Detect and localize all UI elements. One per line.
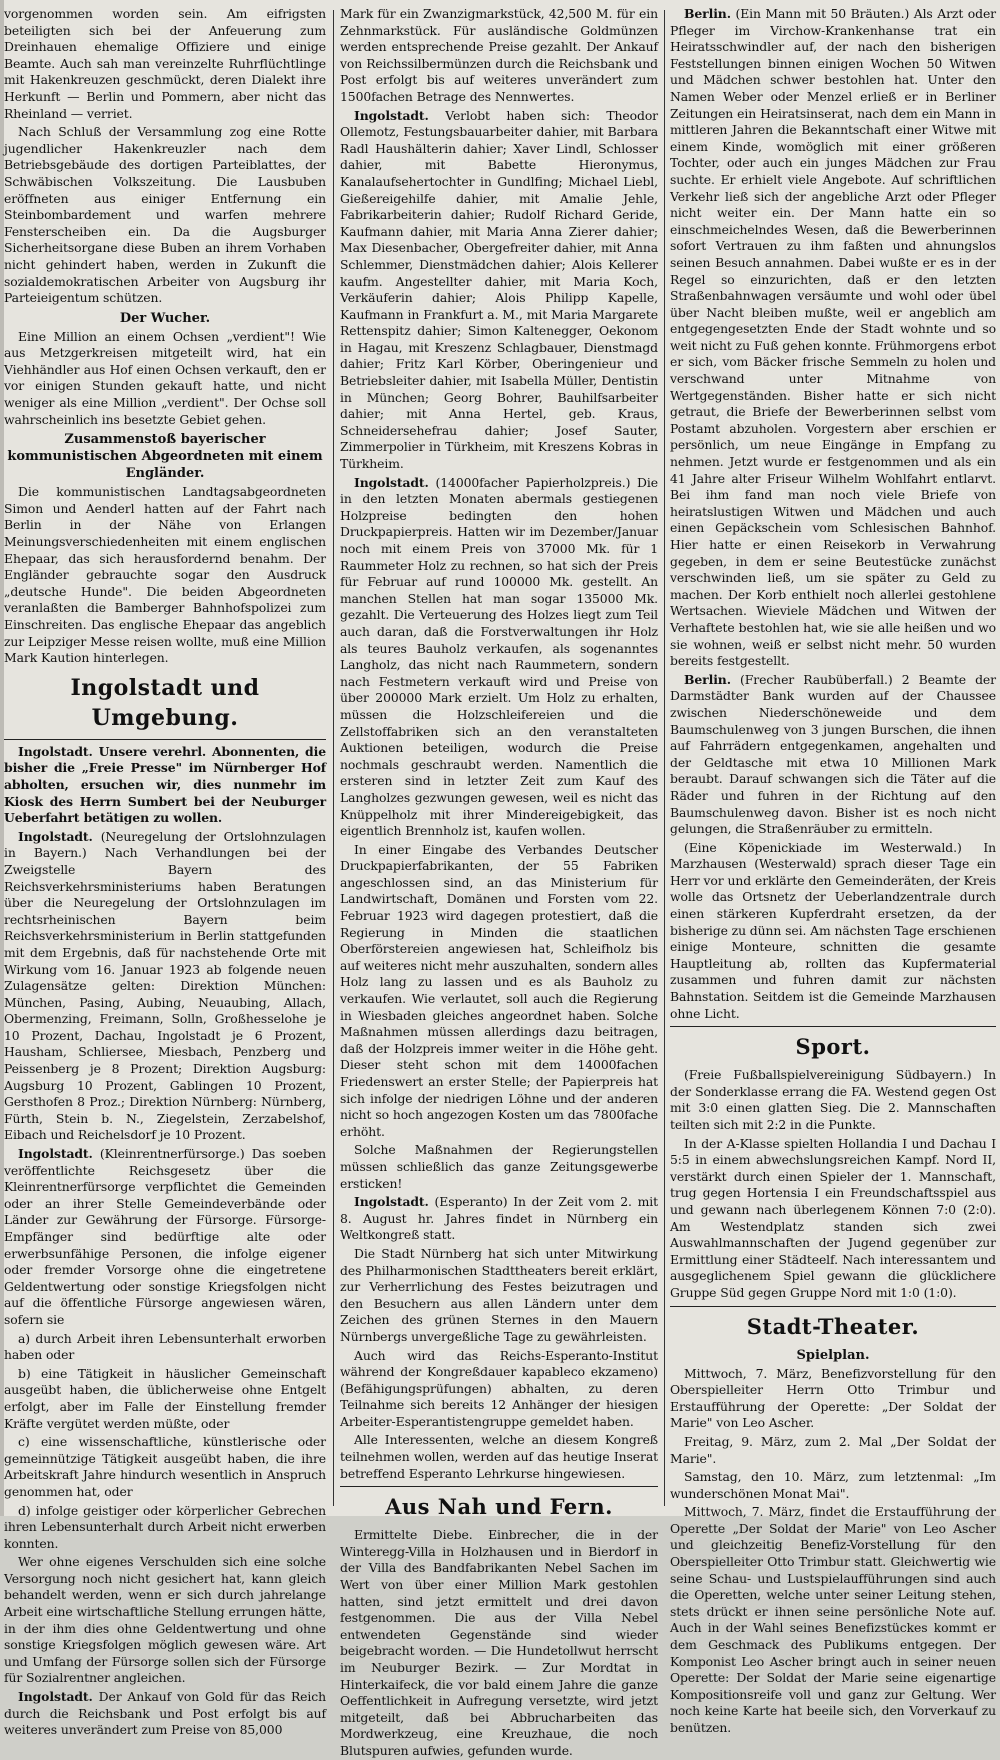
column-middle [340, 6, 658, 1758]
dateline: Berlin. [684, 6, 731, 21]
section-divider [340, 1486, 658, 1487]
section-divider [670, 1026, 996, 1027]
dateline: Ingolstadt. [354, 474, 429, 490]
article-paragraph: Mittwoch, 7. März, findet die Erstaufführung der Operette „Der Soldat der Marie" von Leo Ascher und gleichzeitig Benefiz-Vorstellung für den Oberspielleiter Otto Trimbur statt. Gleichwertig wie seine Schau- und Lustspielaufführungen sind auch die Operetten, welche unter seiner Leitung stehen, stets drückt er ihnen seine persönliche Note auf. Auch in der Wahl seines Benefizstückes kommt er dem Geschmack des Publikums entgegen. Der Komponist Leo Ascher bringt auch in seiner neuen Operette: Der Soldat der Marie seine eigenartige Kompositionsreife voll und ganz zur Geltung. Wer noch keine Karte hat beeile sich, den Vorverkauf zu benützen. [670, 1504, 996, 1735]
article-paragraph: In der A-Klasse spielten Hollandia I und Dachau I 5:5 in einem abwechslungsreichen Kampf. Nord II, verstärkt durch einen Spieler der 1. Mannschaft, trug gegen Hortensia I ein Freundschaftsspiel aus und gewann nach überlegenem Können 7:0 (2:0). Am Westendplatz standen sich zwei Auswahlmannschaften der Jugend gegenüber zur Ermittlung einer Städteelf. Nach interessantem und ausgeglichenem Spiel gewann die glücklichere Gruppe Süd gegen Gruppe Nord mit 1:0 (1:0). [670, 1135, 996, 1300]
article-paragraph: Freitag, 9. März, zum 2. Mal „Der Soldat der Marie". [670, 1433, 996, 1466]
dateline: Ingolstadt. [354, 107, 429, 123]
article-paragraph: Ingolstadt. (Esperanto) In der Zeit vom 2. mit 8. August hr. Jahres findet in Nürnberg ein Weltkongreß statt. [340, 1194, 658, 1243]
article-paragraph: Ingolstadt. (14000facher Papierholzpreis.) Die in den letzten Monaten abermals gestiegenen Holzpreise bedingten den hohen Druckpapierpreis. Hatten wir im Dezember/Januar noch mit einem Preis von 37000 Mk. für 1 Raummeter Holz zu rechnen, so hat sich der Preis für Februar auf rund 100000 Mk. gestellt. An manchen Stellen hat man sogar 135000 Mk. gezahlt. Die Verteuerung des Holzes liegt zum Teil auch daran, daß die Forstverwaltungen ihr Holz als teures Bauholz verkaufen, als sogenanntes Langholz, das nicht nach Raummetern, sondern nach Festmetern verkauft wird und Preise von über 200000 Mark erzielt. Um Holz zu erhalten, müssen die Holzschleifereien und die Zellstoffabriken sich an den veranstalteten Auktionen beteiligen, wodurch die Preise nochmals geschraubt werden. Namentlich die ersteren sind in letzter Zeit zum Kauf des Langholzes gezwungen gewesen, weil es nicht das Knüppelholz mit ihrer Mindereigebigkeit, das eigentlich Brennholz ist, kaufen wollen. [340, 474, 658, 839]
dateline: Ingolstadt. [354, 1194, 429, 1210]
article-paragraph: Ingolstadt. (Neuregelung der Ortslohnzulagen in Bayern.) Nach Verhandlungen bei der Zweigstelle Bayern des Reichsverkehrsministeriums haben Beratungen über die Neuregelung der Ortslohnzulagen im rechtsrheinischen Bayern beim Reichsverkehrsministerium in Berlin stattgefunden mit dem Ergebnis, daß für nachstehende Orte mit Wirkung vom 16. Januar 1923 ab folgende neuen Zulagensätze gelten: Direktion München: München, Pasing, Aubing, Neuaubing, Allach, Obermenzing, Freimann, Solln, Großhesselohe je 10 Prozent, Dachau, Ingolstadt je 6 Prozent, Hausham, Schliersee, Miesbach, Penzberg und Peissenberg je 8 Prozent; Direktion Augsburg: Augsburg 10 Prozent, Gablingen 10 Prozent, Gersthofen 8 Proz.; Direktion Nürnberg: Nürnberg, Fürth, Stein b. N., Ziegelstein, Zerzabelshof, Eibach und Reichelsdorf je 10 Prozent. [4, 828, 326, 1143]
article-paragraph: Alle Interessenten, welche an diesem Kongreß teilnehmen wollen, werden auf das heutige Inserat betreffend Esperanto Lehrkurse hingewiesen. [340, 1432, 658, 1481]
article-paragraph: Ingolstadt. Der Ankauf von Gold für das Reich durch die Reichsbank und Post erfolgt bis auf weiteres unverändert zum Preise von 85,000 [4, 1689, 326, 1738]
article-paragraph: Ermittelte Diebe. Einbrecher, die in der Winteregg-Villa in Holzhausen und in Bierdorf in der Villa des Bandfabrikanten Nebel Sachen im Wert von über einer Million Mark gestohlen hatten, sind jetzt ermittelt und drei davon festgenommen. Die aus der Villa Nebel entwendeten Gegenstände sind wieder beigebracht worden. — Die Hundetollwut herrscht im Neuburger Bezirk. — Zur Mordtat in Hinterkaifeck, die vor bald einem Jahre die ganze Oeffentlichkeit in Aufregung versetzte, wird jetzt mitgeteilt, daß bei Abbrucharbeiten das Mordwerkzeug, eine Kreuzhaue, die noch Blutspuren aufwies, gefunden wurde. [340, 1527, 658, 1758]
article-paragraph: Auch wird das Reichs-Esperanto-Institut während der Kongreßdauer kapableco ekzameno) (Befähigungsprüfungen) abhalten, zu deren Teilnahme sich bereits 12 Anhänger der hiesigen Arbeiter-Esperantistengruppe gemeldet haben. [340, 1347, 658, 1429]
article-paragraph: (Freie Fußballspielvereinigung Südbayern.) In der Sonderklasse errang die FA. Westend gegen Ost mit 3:0 einen glatten Sieg. Die 2. Mannschaften teilten sich mit 2:2 in die Punkte. [670, 1067, 996, 1132]
article-paragraph: Ingolstadt. Verlobt haben sich: Theodor Ollemotz, Festungsbauarbeiter dahier, mit Barbara Radl Haushälterin dahier; Xaver Lindl, Schlosser dahier, mit Babette Hieronymus, Kanalaufsehertochter in Gundlfing; Michael Liebl, Gießereigehilfe dahier, mit Amalie Jehle, Fabrikarbeiterin dahier; Rudolf Richard Geride, Kaufmann dahier, mit Maria Anna Zierer dahier; Max Diesenbacher, Obergefreiter dahier, mit Anna Schlemmer, Dienstmädchen dahier; Alois Kellerer kaufm. Angestellter dahier, mit Maria Koch, Verkäuferin dahier; Alois Philipp Kapelle, Kaufmann in Frankfurt a. M., mit Maria Margarete Rettenspitz dahier; Simon Kaltenegger, Oekonom in Hagau, mit Kreszenz Schlagbauer, Dienstmagd dahier; Fritz Karl Körber, Oberingenieur und Betriebsleiter dahier, mit Isabella Müller, Dentistin in München; Georg Bohrer, Bauhilfsarbeiter dahier; mit Anna Hertel, geb. Kraus, Schneidersehefrau dahier; Josef Sauter, Zimmerpolier in Türkheim, mit Kreszens Kobras in Türkheim. [340, 107, 658, 472]
article-paragraph: Die kommunistischen Landtagsabgeordneten Simon und Aenderl hatten auf der Fahrt nach Berlin in der Nähe von Erlangen Meinungsverschiedenheiten mit einem englischen Ehepaar, das sich herausfordernd benahm. Der Engländer gebrauchte sogar den Ausdruck „deutsche Hunde". Die beiden Abgeordneten veranlaßten die Bamberger Bahnhofspolizei zum Einschreiten. Das englische Ehepaar das angeblich zur Leipziger Messe reisen wollte, muß eine Million Mark Kaution hinterlegen. [4, 484, 326, 666]
section-heading-aus-nah-und-fern: Aus Nah und Fern. [385, 1494, 613, 1520]
list-item: d) infolge geistiger oder körperlicher Gebrechen ihren Lebensunterhalt durch Arbeit nicht erwerben konnten. [4, 1502, 326, 1551]
article-paragraph: Die Stadt Nürnberg hat sich unter Mitwirkung des Philharmonischen Stadttheaters bereit erklärt, zur Verherrlichung des Festes beizutragen und den Besuchern aus allen Ländern unter dem Zeichen des grünen Sternes in den Mauern Nürnbergs unvergeßliche Tage zu gewährleisten. [340, 1245, 658, 1344]
article-paragraph: Eine Million an einem Ochsen „verdient"! Wie aus Metzgerkreisen mitgeteilt wird, hat ein Viehhändler aus Hof einen Ochsen verkauft, den er vor einigen Stunden gekauft hatte, und nicht weniger als eine Million „verdient". Der Ochse soll wahrscheinlich ins besetzte Gebiet gehen. [4, 328, 326, 427]
column-rule [333, 10, 334, 1506]
article-paragraph: Berlin. (Frecher Raubüberfall.) 2 Beamte der Darmstädter Bank wurden auf der Chaussee zwischen Niederschöneweide und dem Baumschulenweg von 3 jungen Burschen, die ihnen auf Fahrrädern entgegenkamen, angehalten und der Geldtasche mit etwa 10 Millionen Mark beraubt. Darauf schwangen sich die Täter auf die Räder und fuhren in der Richtung auf den Baumschulenweg davon. Bisher ist es noch nicht gelungen, die Straßenräuber zu ermitteln. [670, 671, 996, 837]
column-left [4, 6, 326, 1738]
list-item: b) eine Tätigkeit in häuslicher Gemeinschaft ausgeübt haben, die üblicherweise ohne Entgelt erfolgt, aber im Falle der Einstellung fremder Kräfte vergütet werden müßte, oder [4, 1365, 326, 1431]
dateline: Ingolstadt. [18, 828, 93, 844]
article-paragraph: Nach Schluß der Versammlung zog eine Rotte jugendlicher Hakenkreuzler nach dem Betriebsgebäude des dortigen Parteiblattes, der Schwäbischen Volkszeitung. Die Lausbuben eröffneten aus einiger Entfernung ein Steinbombardement und warfen mehrere Fensterscheiben ein. Da die Augsburger Sicherheitsorgane diese Buben an ihrem Vorhaben nicht gehindert haben, werden in Zukunft die sozialdemokratischen Arbeiter von Augsburg ihr Parteieigentum schützen. [4, 124, 326, 306]
article-paragraph: vorgenommen worden sein. Am eifrigsten beteiligten sich bei der Anfeuerung zum Dreinhauen ehemalige Offiziere und einige Beamte. Auch sah man vereinzelte Ruhrflüchtlinge mit Hakenkreuzen geschmückt, deren Dialekt ihre Herkunft — Berlin und Pommern, aber nicht das Rheinland — verriet. [4, 6, 326, 121]
column-right [670, 6, 996, 1735]
section-heading-ingolstadt: Ingolstadt und Umgebung. [70, 674, 260, 731]
section-heading-sport: Sport. [795, 1034, 871, 1060]
article-paragraph: Ingolstadt. Unsere verehrl. Abonnenten, die bisher die „Freie Presse" im Nürnberger Hof abholten, ersuchen wir, dies nunmehr im Kiosk des Herrn Sumbert bei der Neuburger Ueberfahrt betätigen zu wollen. [4, 743, 326, 826]
article-paragraph: In einer Eingabe des Verbandes Deutscher Druckpapierfabrikanten, der 55 Fabriken angeschlossen sind, an das Ministerium für Landwirtschaft, Domänen und Forsten vom 22. Februar 1923 wird dagegen protestiert, daß die Regierung in Minden die staatlichen Oberförstereien angewiesen hat, Schleifholz bis auf weiteres nicht mehr auszuhalten, sondern alles Holz lang zu lassen und es als Bauholz zu verkaufen. Wie verlautet, soll auch die Regierung in Wiesbaden gleiches angeordnet haben. Solche Maßnahmen müssen allerdings dazu beitragen, daß der Holzpreis immer weiter in die Höhe geht. Dieser steht schon mit dem 14000fachen Friedenswert an erster Stelle; der Papierpreis hat sich infolge der niedrigen Löhne und der anderen nicht so hoch angezogen Kosten um das 7800fache erhöht. [340, 841, 658, 1139]
article-paragraph: Samstag, den 10. März, zum letztenmal: „Im wunderschönen Monat Mai". [670, 1469, 996, 1501]
list-item: c) eine wissenschaftliche, künstlerische oder gemeinnützige Tätigkeit ausgeübt haben, die ihre Arbeitskraft Jahre hindurch wesentlich in Anspruch genommen hat, oder [4, 1434, 326, 1499]
dateline: Ingolstadt. [18, 1689, 93, 1705]
dateline: Berlin. [684, 671, 731, 687]
article-paragraph: Berlin. (Ein Mann mit 50 Bräuten.) Als Arzt oder Pfleger im Virchow-Krankenhanse trat ein Heiratsschwindler auf, der nach den bisherigen Feststellungen binnen einigen Wochen 50 Witwen und Mädchen schwer bestohlen hat. Unter den Namen Weber oder Menzel erließ er in Berliner Zeitungen ein Heiratsinserat, nach dem ein Mann in mittleren Jahren die Bekanntschaft einer Witwe mit einem Kinde, womöglich mit einer größeren Tochter, oder auch ein junges Mädchen zur Frau suchte. Er erhielt viele Angebote. Auf schriftlichen Verkehr ließ sich der angebliche Arzt oder Pfleger nicht weiter ein. Der Mann hatte ein so einschmeichelndes Wesen, daß die Bewerberinnen sofort Vertrauen zu ihm faßten und ahnungslos seinen Besuch annahmen. Dabei wußte er es in der Regel so einzurichten, daß er den letzten Straßenbahnwagen versäumte und wohl oder übel über Nacht bleiben mußte, weil er angeblich am entgegengesetzten Ende der Stadt wohnte und so weit nicht zu Fuß gehen konnte. Frühmorgens erbot er sich, vom Bäcker frische Semmeln zu holen und verschwand unter Mitnahme von Wertgegenständen. Bisher hatte er sich nicht getraut, die Briefe der Bewerberinnen selbst vom Postamt abzuholen. Vorgestern aber erschien er persönlich, um neue Eingänge in Empfang zu nehmen. Jetzt wurde er festgenommen und als ein 41 Jahre alter Friseur Wilhelm Wohlfahrt entlarvt. Bei ihm fand man noch viele Briefe von heiratslustigen Witwen und Mädchen und auch einen Gepäckschein vom Schlesischen Bahnhof. Hier hatte er einen Reisekorb in Verwahrung gegeben, in dem er seine Beutestücke zunächst verschwinden ließ, um sie später zu Geld zu machen. Der Korb enthielt noch allerlei gestohlene Wertsachen. Wieviele Mädchen und Witwen der Verhaftete bestohlen hat, wie sie alle heißen und wo sie wohnen, weiß er selbst nicht mehr. 50 wurden bereits festgestellt. [670, 6, 996, 669]
dateline: Ingolstadt. [18, 1146, 93, 1162]
section-divider [670, 1306, 996, 1307]
article-paragraph: Wer ohne eigenes Verschulden sich eine solche Versorgung noch nicht gesichert hat, kann gleich behandelt werden, wenn er sich durch jahrelange Arbeit eine wirtschaftliche Stellung errungen hätte, in der ihm dies ohne Geldentwertung und ohne sonstige Kriegsfolgen möglich gewesen wäre. Art und Umfang der Fürsorge sollen sich der Fürsorge für Sozialrentner angleichen. [4, 1554, 326, 1686]
article-paragraph: Solche Maßnahmen der Regierungstellen müssen schließlich das ganze Zeitungsgewerbe ersticken! [340, 1142, 658, 1191]
dateline: Ingolstadt. [18, 743, 93, 759]
list-item: a) durch Arbeit ihren Lebensunterhalt erworben haben oder [4, 1330, 326, 1363]
headline-zusammenstoss: Zusammenstoß bayerischer kommunistischen Abgeordneten mit einem Engländer. [7, 432, 323, 482]
headline-wucher: Der Wucher. [119, 310, 211, 326]
article-paragraph: Ingolstadt. (Kleinrentnerfürsorge.) Das soeben veröffentlichte Reichsgesetz über die Kleinrentnerfürsorge verpflichtet die Gemeinden oder an ihrer Stelle Gemeindeverbände oder Länder zur Gewährung der Fürsorge. Fürsorge-Empfänger sind bedürftige alte oder erwerbsunfähige Personen, die infolge eigener oder fremder Vorsorge ohne die eingetretene Geldentwertung oder sonstige Kriegsfolgen nicht auf die öffentliche Fürsorge angewiesen wären, sofern sie [4, 1146, 326, 1327]
subheading-spielplan: Spielplan. [796, 1347, 870, 1363]
article-paragraph: Mark für ein Zwanzigmarkstück, 42,500 M. für ein Zehnmarkstück. Für ausländische Goldmünzen werden entsprechende Preise gezahlt. Der Ankauf von Reichssilbermünzen durch die Reichsbank und Post erfolgt bis auf weiteres unverändert zum 1500fachen Betrage des Nennwertes. [340, 6, 658, 104]
section-heading-stadt-theater: Stadt-Theater. [746, 1313, 920, 1339]
article-paragraph: (Eine Köpenickiade im Westerwald.) In Marzhausen (Westerwald) sprach dieser Tage ein Herr vor und erklärte den Gemeinderäten, der Kreis wolle das Ortsnetz der Ueberlandzentrale durch einen stärkeren Kupferdraht ersetzen, da der bisherige zu dünn sei. Am nächsten Tage erschienen einige Monteure, schnitten die gesamte Hauptleitung ab, rollten das Kupfermaterial zusammen und fuhren damit zur nächsten Bahnstation. Seitdem ist die Gemeinde Marzhausen ohne Licht. [670, 839, 996, 1021]
column-rule [664, 10, 665, 1506]
article-paragraph: Mittwoch, 7. März, Benefizvorstellung für den Oberspielleiter Herrn Otto Trimbur und Erstaufführung der Operette: „Der Soldat der Marie" von Leo Ascher. [670, 1365, 996, 1431]
section-divider [4, 739, 326, 740]
